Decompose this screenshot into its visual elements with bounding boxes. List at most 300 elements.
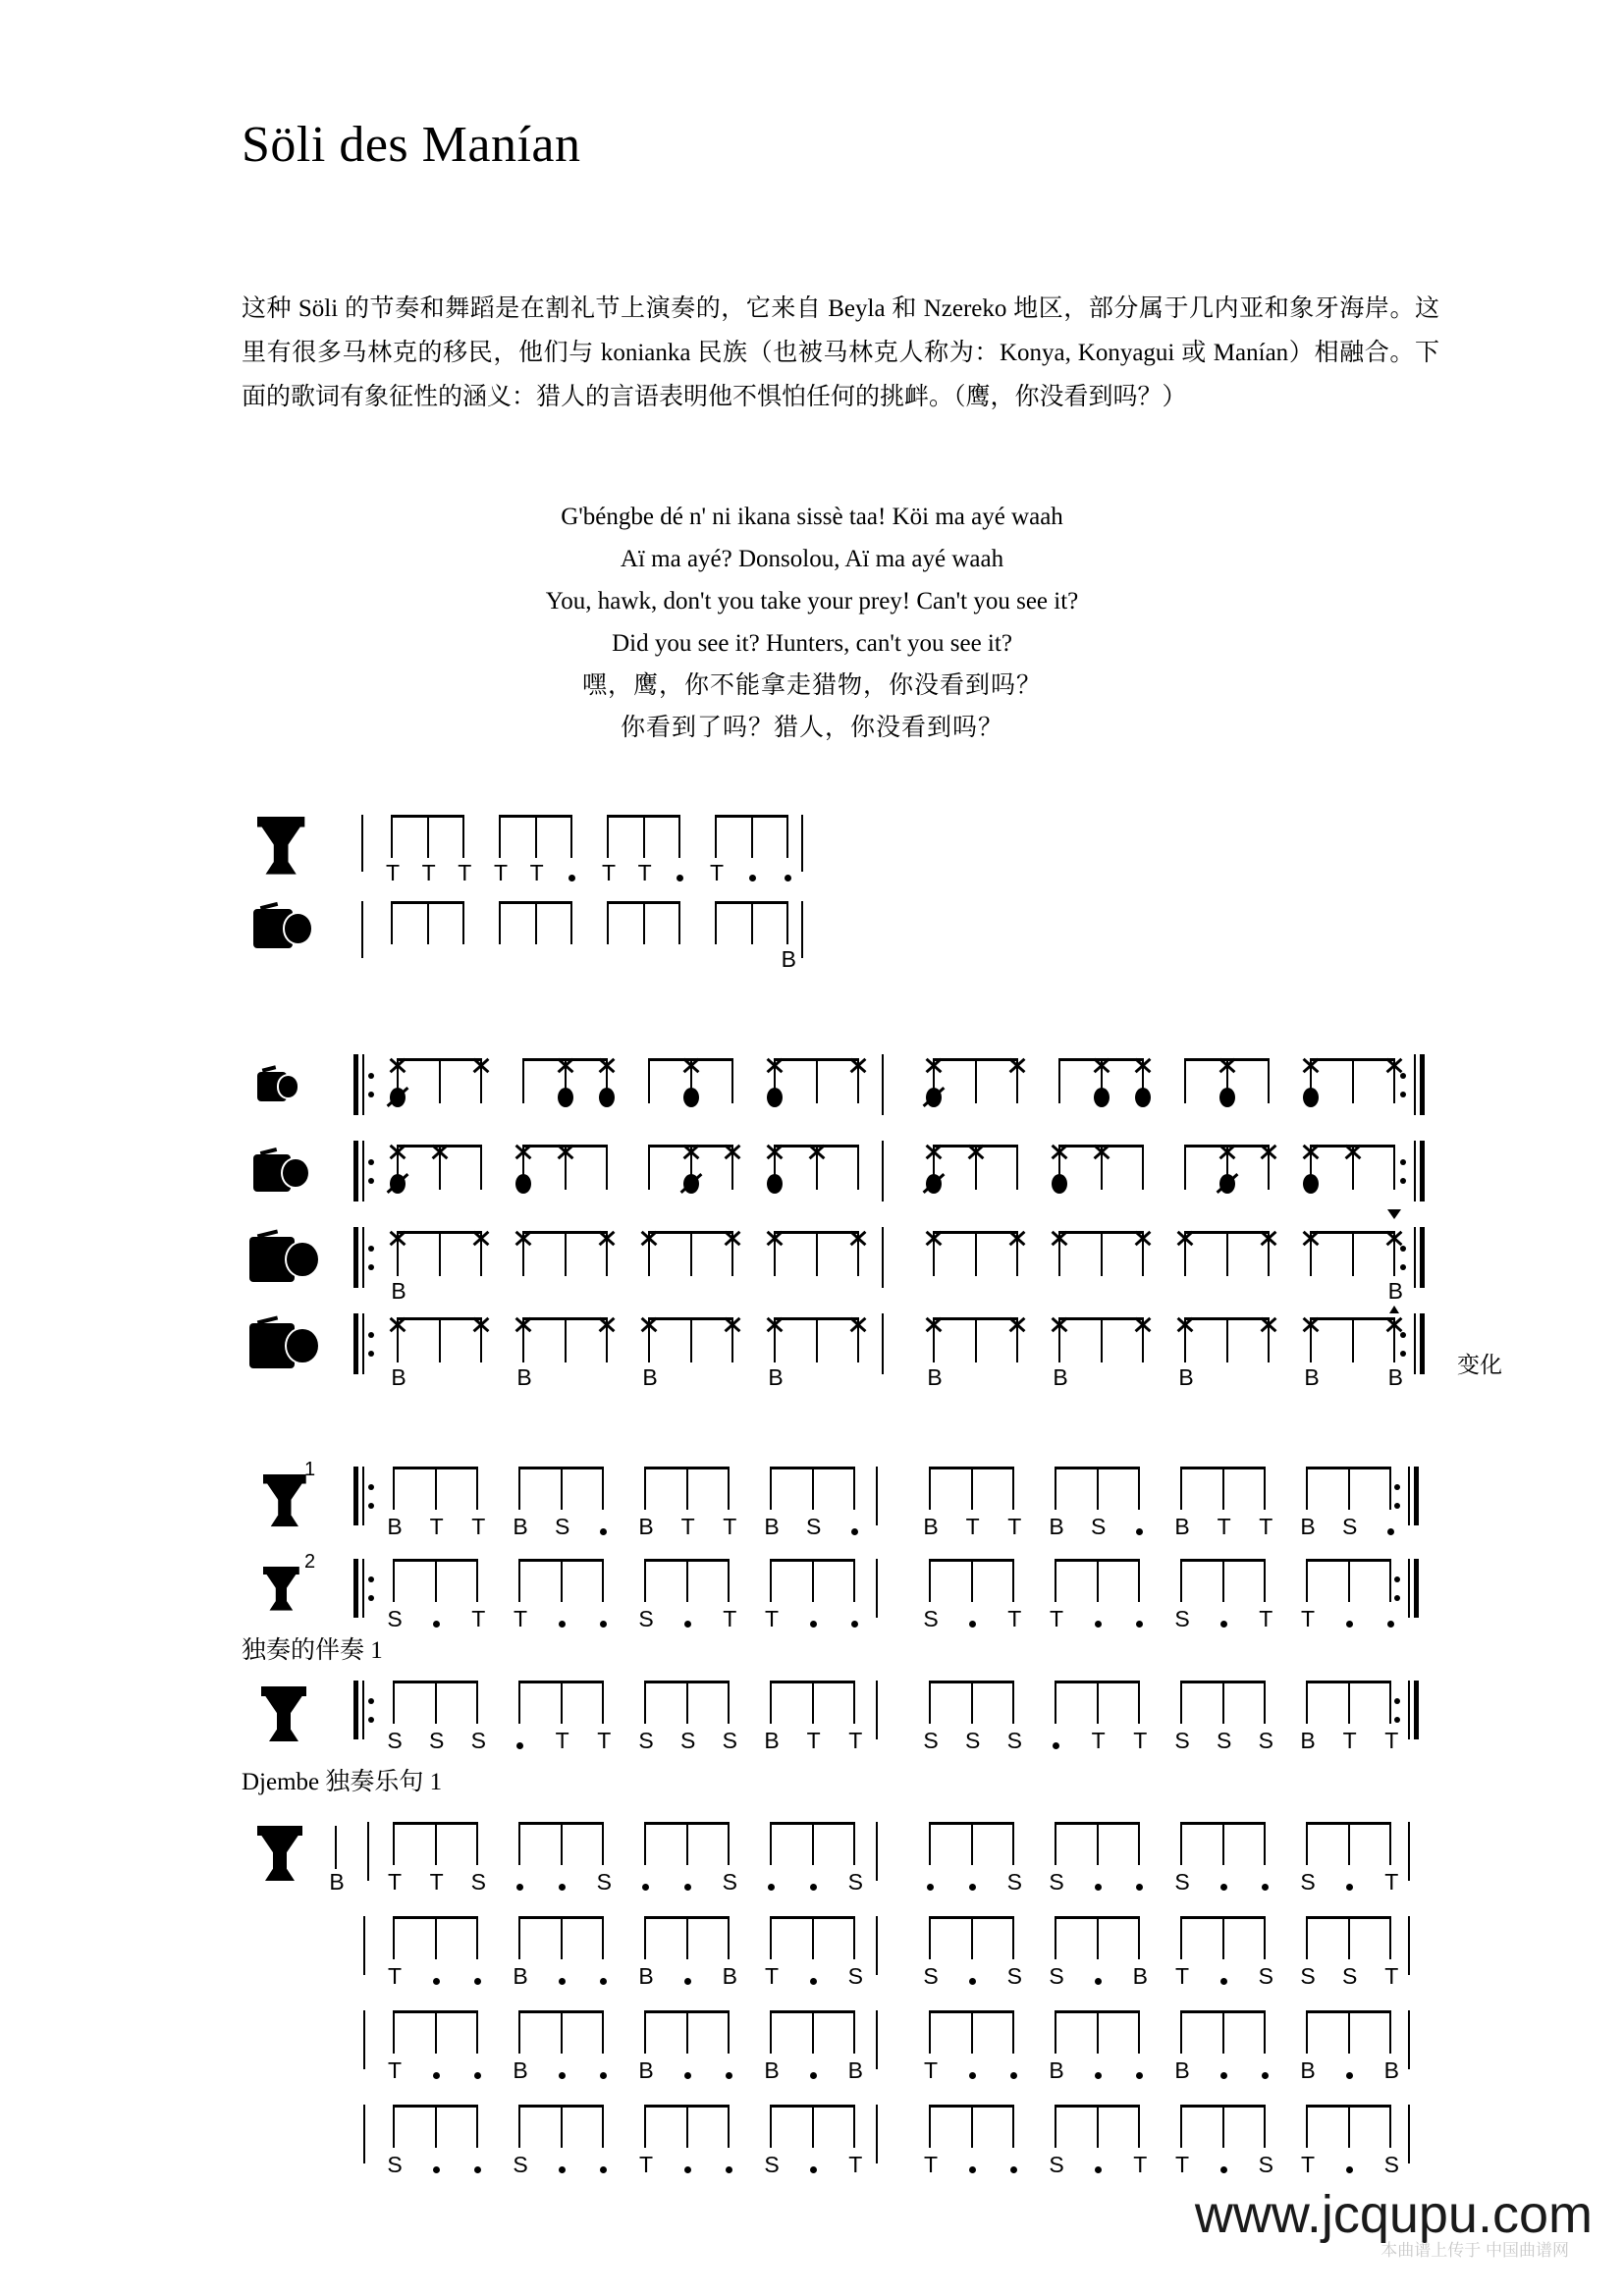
note-letter: S [1300,1963,1316,1989]
note-stem [1138,1681,1140,1724]
repeat-end-thick [1414,1681,1419,1739]
note-stem [439,1317,441,1362]
note-stem [971,1681,973,1724]
rest-dot [726,2072,732,2079]
rest-dot [851,1528,858,1535]
note-stem [480,1145,482,1190]
note-stem [391,815,393,858]
note-letter: T [923,2152,939,2177]
staff-intro-dunun [0,901,1624,999]
note-stem [427,815,429,858]
rest-dot [1095,1621,1102,1628]
repeat-dot [1394,1484,1400,1490]
note-letter: S [554,1514,570,1539]
barline [876,1467,878,1525]
note-letter: T [387,2057,403,2083]
note-stem [971,2105,973,2148]
note-stem [644,1822,646,1865]
note-stem [853,2105,855,2148]
note-stem [1264,1916,1266,1959]
note-stem [812,1681,814,1724]
repeat-dot [1400,1159,1406,1165]
note-letter: S [1006,1869,1022,1895]
drum-notehead [599,1088,615,1107]
repeat-end-thin [1414,1054,1416,1115]
rest-dot [969,2072,976,2079]
note-stem [1226,1231,1228,1276]
note-stem [518,1681,520,1724]
note-letter: B [513,1514,528,1539]
rest-dot [1346,2166,1353,2173]
dunun-head [277,1074,299,1098]
bell-notehead [1384,1228,1404,1248]
note-stem [751,901,753,944]
rest-dot [684,2072,691,2079]
note-letter: B [513,1963,528,1989]
rest-dot [1136,1884,1143,1891]
note-stem [853,1467,855,1510]
rest-dot [1220,2166,1227,2173]
note-stem [518,1559,520,1602]
note-stem [648,1145,650,1190]
barline [876,1681,878,1739]
note-stem [644,1467,646,1510]
note-stem [462,815,464,858]
dunun-head [281,1157,310,1189]
note-letter: T [637,860,652,885]
repeat-end-thick [1420,1313,1425,1374]
note-stem [644,2105,646,2148]
rest-dot [600,2072,607,2079]
note-stem [770,1559,772,1602]
note-stem [728,1467,730,1510]
bell-notehead [924,1314,944,1334]
note-stem [715,815,717,858]
note-letter: B [1049,2057,1064,2083]
repeat-end-thin [1408,1467,1410,1525]
note-stem [686,1681,688,1724]
bell-notehead [848,1228,868,1248]
repeat-start-thin [362,1141,364,1201]
note-stem [1389,1559,1391,1602]
note-stem [1348,1467,1350,1510]
note-stem [518,2105,520,2148]
note-stem [435,1681,437,1724]
lyric-line: G'béngbe dé n' ni ikana sissè taa! Köi ma ayé waah [561,504,1063,530]
note-letter: B [764,1514,780,1539]
note-stem [393,2105,395,2148]
rest-dot [677,875,683,881]
note-letter: T [1342,1728,1357,1753]
note-stem [1348,2010,1350,2054]
rest-dot [1346,1621,1353,1628]
note-stem [728,2105,730,2148]
bell-notehead [1301,1228,1321,1248]
note-stem [643,815,645,858]
note-letter: S [1383,2152,1399,2177]
repeat-dot [1400,1178,1406,1184]
bell-notehead [388,1228,407,1248]
rest-dot [726,2166,732,2173]
note-stem [816,1317,818,1362]
barline [876,1916,878,1975]
bell-notehead [1175,1228,1195,1248]
bell-notehead [639,1314,659,1334]
rest-dot [516,1884,523,1891]
rest-dot [1136,1621,1143,1628]
note-stem [857,1145,859,1190]
note-letter: T [923,2057,939,2083]
note-stem [770,2010,772,2054]
drum-notehead [1094,1088,1110,1107]
note-letter: B [1304,1364,1320,1390]
repeat-dot [1394,1595,1400,1601]
barline [876,2105,878,2163]
rest-dot [749,875,756,881]
note-stem [393,1822,395,1865]
note-stem [1264,1559,1266,1602]
note-letter: S [1216,1728,1232,1753]
bell-notehead [556,1055,575,1075]
bell-notehead [639,1228,659,1248]
note-stem [439,1058,441,1103]
bell-notehead [1092,1142,1111,1161]
lyric-line: Aï ma ayé? Donsolou, Aï ma ayé waah [620,546,1004,572]
caption-variation: 变化 [1457,1353,1502,1377]
note-stem [1389,1822,1391,1865]
note-letter: T [429,1514,444,1539]
bell-notehead [723,1314,742,1334]
note-stem [686,1822,688,1865]
repeat-dot [368,1503,374,1509]
note-stem [1222,2010,1224,2054]
note-stem [975,1231,977,1276]
note-letter: B [1174,2057,1190,2083]
repeat-end-thin [1408,1559,1410,1618]
note-stem [1306,1822,1308,1865]
repeat-start-thick [353,1467,358,1525]
note-stem [686,2105,688,2148]
rest-dot [1095,1978,1102,1985]
note-stem [499,815,501,858]
repeat-dot [1400,1351,1406,1357]
intro-paragraph: 这种 Söli 的节奏和舞蹈是在割礼节上演奏的，它来自 Beyla 和 Nzereko 地区，部分属于几内亚和象牙海岸。这里有很多马林克的移民，他们与 konianka 民族（也被马林克人称为：Konya, Konyagui 或 Manían）相融合。下面的歌词有象征性的涵义：猎人的言语表明他不惧怕任何的挑衅。（鹰，你没看到吗？） [242,295,1439,410]
note-stem [929,2105,931,2148]
note-stem [786,901,788,944]
note-stem [1138,2010,1140,2054]
note-stem [1306,1681,1308,1724]
drum-notehead [515,1174,531,1194]
bell-notehead [514,1314,533,1334]
rest-dot [559,2166,566,2173]
note-stem [1180,1467,1182,1510]
note-letter: B [768,1364,784,1390]
note-stem [570,901,572,944]
caption-djembe-solo-phrase: Djembe 独奏乐句 1 [242,1769,443,1795]
repeat-start-thin [362,1054,364,1115]
note-letter: T [1007,1606,1022,1631]
note-letter: T [1384,1869,1399,1895]
note-stem [1306,1916,1308,1959]
note-letter: S [387,1606,403,1631]
note-letter: B [1300,1514,1316,1539]
note-stem [786,815,788,858]
note-letter: B [391,1364,406,1390]
repeat-start-thin [362,1313,364,1374]
note-letter: S [923,1728,939,1753]
note-letter: S [964,1728,981,1753]
note-letter: B [927,1364,943,1390]
note-stem [565,1231,567,1276]
note-stem [648,1058,650,1103]
note-stem [1138,1916,1140,1959]
note-stem [770,1681,772,1724]
note-letter: S [1341,1514,1358,1539]
note-stem [435,1916,437,1959]
note-stem [728,1916,730,1959]
note-stem [1352,1231,1354,1276]
repeat-dot [368,1484,374,1490]
note-letter: B [1300,2057,1316,2083]
rest-dot [433,2072,440,2079]
note-stem [812,1822,814,1865]
note-stem [535,901,537,944]
bell-notehead [556,1142,575,1161]
rest-dot [1346,2072,1353,2079]
note-letter: T [1217,1514,1231,1539]
note-letter: T [723,1606,737,1631]
drum-notehead [1135,1088,1151,1107]
note-letter: S [638,1606,654,1631]
repeat-dot [1394,1576,1400,1582]
rest-dot [474,2072,481,2079]
note-stem [1222,2105,1224,2148]
staff-dundunba-2 [0,1317,1624,1425]
bell-notehead [1384,1055,1404,1075]
note-stem [1012,2010,1014,2054]
repeat-dot [368,1351,374,1357]
note-letter: B [847,2057,863,2083]
rest-dot [785,875,791,881]
note-stem [1012,1467,1014,1510]
note-stem [476,1681,478,1724]
bell-notehead [765,1142,785,1161]
note-stem [393,2010,395,2054]
note-stem [812,2010,814,2054]
repeat-dot [368,1264,374,1270]
barline [1408,2010,1410,2069]
note-stem [1306,1559,1308,1602]
note-letter: S [805,1514,822,1539]
rest-dot [810,1621,817,1628]
note-stem [561,1559,563,1602]
note-letter: B [387,1514,403,1539]
dunun-icon [253,909,310,948]
barline [1408,2105,1410,2163]
bell-notehead [388,1314,407,1334]
drum-notehead-muted [926,1088,942,1107]
note-letter: S [1174,1869,1190,1895]
note-stem [607,815,609,858]
note-stem [518,1467,520,1510]
note-stem [435,1559,437,1602]
bell-notehead [924,1228,944,1248]
repeat-dot [1400,1073,1406,1079]
note-stem [975,1058,977,1103]
bell-notehead [1259,1228,1278,1248]
bell-notehead [723,1142,742,1161]
lyrics-block [321,496,1303,749]
note-stem [522,1058,524,1103]
note-letter: T [471,1606,486,1631]
note-stem [643,901,645,944]
note-stem [1012,1559,1014,1602]
note-stem [602,1559,604,1602]
note-letter: S [722,1728,737,1753]
barline [363,2010,365,2069]
bell-notehead [1259,1142,1278,1161]
note-letter: S [764,2152,780,2177]
rest-dot [1262,1884,1269,1891]
note-stem [728,1822,730,1865]
repeat-start-thick [353,1681,358,1739]
note-stem [929,1559,931,1602]
bell-notehead [1050,1314,1069,1334]
note-letter: T [848,1728,863,1753]
barline [882,1313,884,1374]
rest-dot [600,1621,607,1628]
note-stem [1264,1467,1266,1510]
note-letter: T [1049,1606,1064,1631]
note-stem [1142,1145,1144,1190]
note-stem [770,1467,772,1510]
note-letter: B [1387,1278,1403,1304]
page-title: Söli des Manían [242,117,581,173]
rest-dot [516,1742,523,1749]
note-stem [686,1559,688,1602]
repeat-start-thin [362,1467,364,1525]
rest-dot [1220,1884,1227,1891]
note-stem [1012,1822,1014,1865]
note-stem [499,901,501,944]
note-letter: S [470,1869,486,1895]
rest-dot [927,1884,934,1891]
note-stem [476,1822,478,1865]
note-letter: T [680,1514,695,1539]
note-letter: T [1091,1728,1106,1753]
note-stem [812,2105,814,2148]
note-letter: B [638,1963,654,1989]
note-letter: B [638,2057,654,2083]
note-letter: T [848,2152,863,2177]
note-stem [971,1467,973,1510]
rest-dot [1010,2166,1017,2173]
note-stem [971,1822,973,1865]
rest-dot [642,1884,649,1891]
note-letter: T [601,860,617,885]
repeat-start-thick [353,1141,358,1201]
note-stem [1389,1916,1391,1959]
note-stem [1058,1058,1060,1103]
barline [361,815,363,872]
note-letter: S [1258,1963,1273,1989]
note-stem [1180,1822,1182,1865]
note-stem [476,1916,478,1959]
note-stem [518,1916,520,1959]
repeat-end-thin [1408,1681,1410,1739]
note-stem [1348,1681,1350,1724]
bell-notehead [723,1228,742,1248]
barline [1408,1916,1410,1975]
repeat-dot [368,1717,374,1723]
bell-notehead [514,1142,533,1161]
note-letter: S [1049,1963,1064,1989]
note-stem [853,1559,855,1602]
note-stem [728,1559,730,1602]
note-letter: S [387,1728,403,1753]
bell-notehead [1301,1314,1321,1334]
note-stem [1389,1681,1391,1724]
rest-dot [684,1978,691,1985]
note-letter: B [1049,1514,1064,1539]
note-stem [1180,2105,1182,2148]
note-stem [929,2010,931,2054]
repeat-dot [368,1595,374,1601]
barline [801,901,803,958]
rest-dot [1136,1528,1143,1535]
rest-dot [1053,1742,1059,1749]
note-stem [602,1467,604,1510]
barline [876,2010,878,2069]
note-stem [427,901,429,944]
note-letter: B [1132,1963,1148,1989]
staff-djembe-solo-3 [0,2010,1624,2118]
rest-dot [969,1884,976,1891]
note-stem [644,1559,646,1602]
note-letter: B [722,1963,737,1989]
note-letter: T [458,860,472,885]
note-stem [690,1317,692,1362]
note-stem [570,815,572,858]
note-stem [1348,1822,1350,1865]
rest-dot [684,1621,691,1628]
note-stem [1180,1916,1182,1959]
note-stem [1101,1317,1103,1362]
note-stem [1222,1916,1224,1959]
barline [876,1822,878,1881]
djembe-icon [263,1567,299,1612]
barline [363,2105,365,2163]
rest-dot [810,1978,817,1985]
note-stem [518,1822,520,1865]
rest-dot [810,2072,817,2079]
note-stem [476,1559,478,1602]
repeat-end-thick [1420,1141,1425,1201]
note-letter: B [642,1364,658,1390]
bell-notehead [1007,1055,1027,1075]
note-stem [1097,1822,1099,1865]
repeat-dot [1400,1092,1406,1097]
note-stem [686,2010,688,2054]
note-stem [686,1916,688,1959]
note-letter: T [493,860,509,885]
note-stem [1180,1681,1182,1724]
note-stem [393,1559,395,1602]
rest-dot [474,2166,481,2173]
drum-notehead [1303,1088,1319,1107]
note-letter: T [1133,1728,1148,1753]
repeat-dot [368,1073,374,1079]
